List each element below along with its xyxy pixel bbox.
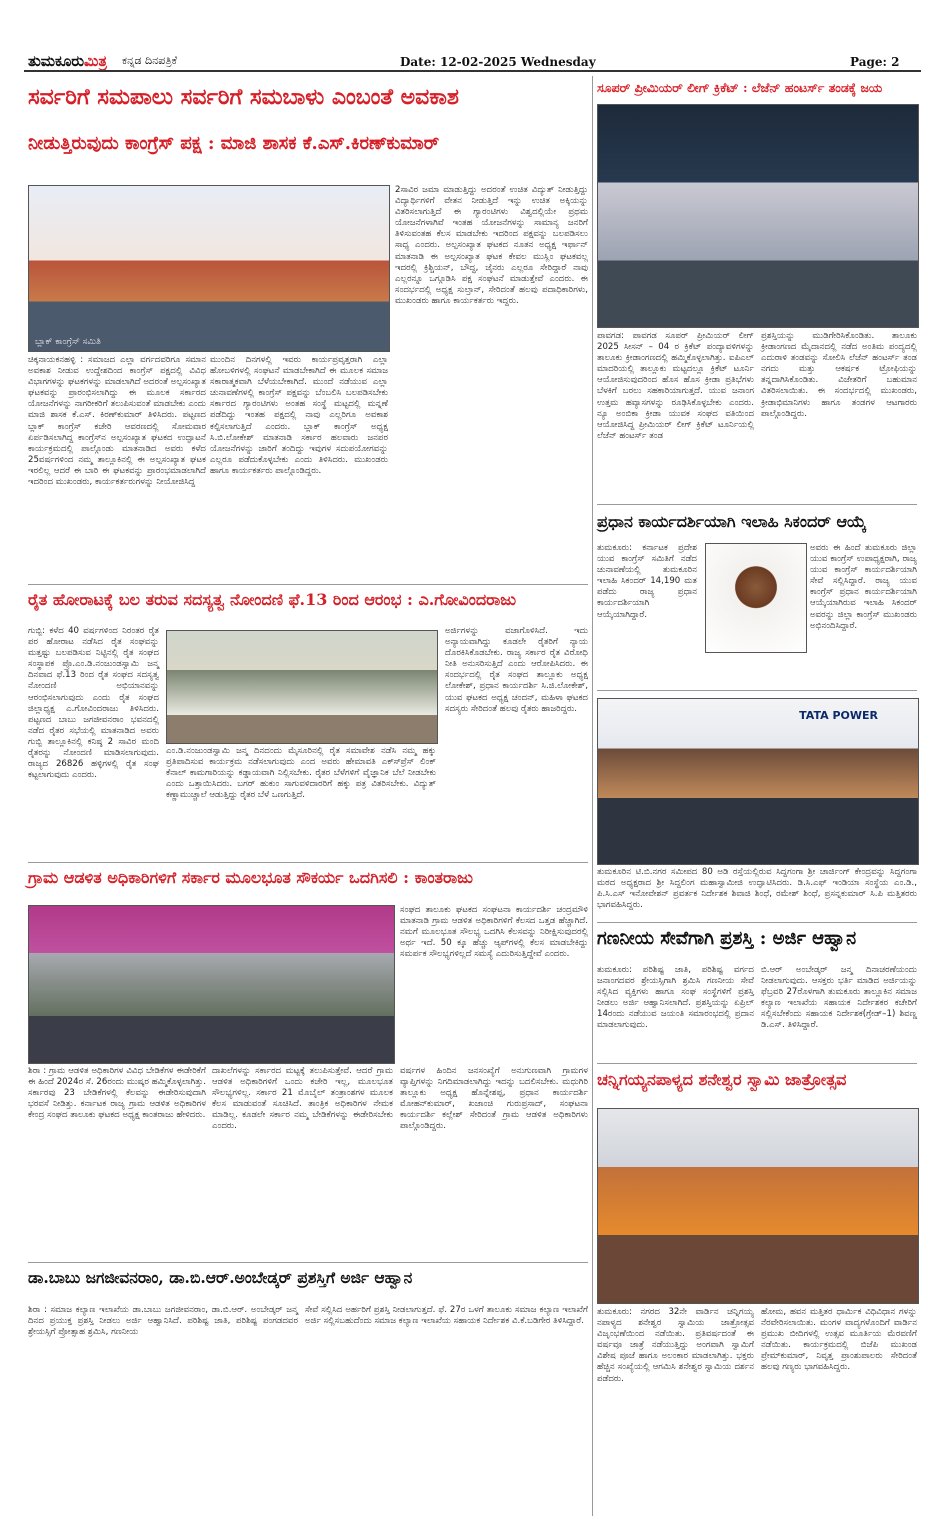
paper-name-part1: ತುಮಕೂರು	[28, 52, 85, 70]
story2-col-a: ಪಾವಗಡ: ಪಾವಗಡ ಸೂಪರ್ ಪ್ರೀಮಿಯರ್ ಲೀಗ್ 2025 ಸೀಸನ್ – 04 ರ ಕ್ರಿಕೆಟ್ ಪಂದ್ಯಾವಳಿಗಳನ್ನು ತಾಲೂಕು ಕ್ರೀಡಾಂಗಣದಲ್ಲಿ ಹಮ್ಮಿಕೊಳ್ಳಲಾಗಿತ್ತು. ಐಪಿಎಲ್ ಮಾದರಿಯಲ್ಲಿ ತಾಲ್ಲೂಕು ಮಟ್ಟದಲ್ಲೂ ಕ್ರಿಕೆಟ್ ಟೂರ್ನಿ ಆಯೋಜಿಸುವುದರಿಂದ ಹೊಸ ಹೊಸ ಕ್ರೀಡಾ ಪ್ರತಿಭೆಗಳು ಬೆಳಕಿಗೆ ಬರಲು ಸಹಕಾರಿಯಾಗುತ್ತದೆ. ಯುವ ಜನಾಂಗ ಉತ್ತಮ ಹವ್ಯಾಸಗಳನ್ನು ರೂಢಿಸಿಕೊಳ್ಳಬೇಕು ಎಂದರು. ನ್ಯೂ ಅಂಬಿಕಾ ಕ್ರೀಡಾ ಯುವಕ ಸಂಘದ ವತಿಯಿಂದ ಆಯೋಜಿಸಿದ್ದ ಪ್ರೀಮಿಯರ್ ಲೀಗ್ ಕ್ರಿಕೆಟ್ ಟೂರ್ನಿಯಲ್ಲಿ ಲೆಜೆನ್ ಹಂಟರ್ಸ್ ತಂಡ	[597, 331, 754, 441]
story3-col-b: ಅವರು ಈ ಹಿಂದೆ ತುಮಕೂರು ಜಿಲ್ಲಾ ಯುವ ಕಾಂಗ್ರೆಸ್ ಉಪಾಧ್ಯಕ್ಷರಾಗಿ, ರಾಜ್ಯ ಯುವ ಕಾಂಗ್ರೆಸ್ ಕಾರ್ಯದರ್ಶಿಯಾಗಿ ಸೇವೆ ಸಲ್ಲಿಸಿದ್ದಾರೆ. ರಾಜ್ಯ ಯುವ ಕಾಂಗ್ರೆಸ್ ಪ್ರಧಾನ ಕಾರ್ಯದರ್ಶಿಯಾಗಿ ಆಯ್ಕೆಯಾಗಿರುವ ಇಲಾಹಿ ಸಿಕಂದರ್ ಅವರನ್ನು ಜಿಲ್ಲಾ ಕಾಂಗ್ರೆಸ್ ಮುಖಂಡರು ಅಭಿನಂದಿಸಿದ್ದಾರೆ.	[810, 543, 917, 631]
divider	[28, 1262, 588, 1263]
story1-col-c: 2ಸಾವಿರ ಜಮಾ ಮಾಡುತ್ತಿದ್ದು ಅದರಂತೆ ಉಚಿತ ವಿದ್ಯುತ್ ನೀಡುತ್ತಿದ್ದು ವಿದ್ಯಾರ್ಥಿಗಳಿಗೆ ವೇತನ ನೀಡುತ್ತಿದೆ ಇನ್ನು ಉಚಿತ ಅಕ್ಕಿಯನ್ನು ವಿತರಿಸಲಾಗುತ್ತಿದೆ ಈ ಗ್ಯಾರಂಟಿಗಳು ವಿಶ್ವದಲ್ಲಿಯೇ ಪ್ರಥಮ ಯೋಜನೆಗಳಾಗಿವೆ ಇಂತಹ ಯೋಜನೆಗಳನ್ನು ಸಾಮಾನ್ಯ ಜನರಿಗೆ ತಿಳಿಸುವಂತಹ ಕೆಲಸ ಮಾಡಬೇಕು ಇದರಿಂದ ಪಕ್ಷವನ್ನು ಬಲಪಡಿಸಲು ಸಾಧ್ಯ ಎಂದರು. ಅಲ್ಪಸಂಖ್ಯಾತ ಘಟಕದ ನೂತನ ಅಧ್ಯಕ್ಷ ಇರ್ಫಾನ್ ಮಾತನಾಡಿ ಈ ಅಲ್ಪಸಂಖ್ಯಾತ ಘಟಕ ಕೇವಲ ಮುಸ್ಲಿಂ ಘಟಕವಲ್ಲ ಇದರಲ್ಲಿ ಕ್ರಿಶ್ಚಿಯನ್, ಬೌದ್ಧ, ಜೈನರು ಎಲ್ಲರೂ ಸೇರಿದ್ದಾರೆ ನಾವು ಎಲ್ಲರನ್ನೂ ಒಗ್ಗೂಡಿಸಿ ಪಕ್ಷ ಸಂಘಟನೆ ಮಾಡುತ್ತೇವೆ ಎಂದರು. ಈ ಸಂದರ್ಭದಲ್ಲಿ ಅಧ್ಯಕ್ಷ ಸುಲ್ತಾನ್, ಸೇರಿದಂತೆ ಹಲವು ಪದಾಧಿಕಾರಿಗಳು, ಮುಖಂಡರು ಹಾಗೂ ಕಾರ್ಯಕರ್ತರು ಇದ್ದರು.	[395, 185, 588, 306]
story6-col-a: ತುಮಕೂರು: ಪರಿಶಿಷ್ಟ ಜಾತಿ, ಪರಿಶಿಷ್ಟ ವರ್ಗದ ಜನಾಂಗದವರ ಶ್ರೇಯಸ್ಸಿಗಾಗಿ ಶ್ರಮಿಸಿ ಗಣನೀಯ ಸೇವೆ ಸಲ್ಲಿಸಿದ ವ್ಯಕ್ತಿಗಳು ಹಾಗೂ ಸಂಘ ಸಂಸ್ಥೆಗಳಿಗೆ ಪ್ರಶಸ್ತಿ ನೀಡಲು ಅರ್ಜಿ ಆಹ್ವಾನಿಸಲಾಗಿದೆ. ಪ್ರಶಸ್ತಿಯನ್ನು ಏಪ್ರಿಲ್ 14ರಂದು ನಡೆಯುವ ಜಯಂತಿ ಸಮಾರಂಭದಲ್ಲಿ ಪ್ರದಾನ ಮಾಡಲಾಗುವುದು.	[597, 965, 754, 1031]
story1-headline-line2: ನೀಡುತ್ತಿರುವುದು ಕಾಂಗ್ರೆಸ್ ಪಕ್ಷ : ಮಾಜಿ ಶಾಸಕ ಕೆ.ಎಸ್.ಕಿರಣ್‍ಕುಮಾರ್	[28, 133, 440, 154]
divider	[597, 690, 917, 691]
story6-col-b: ಬಿ.ಆರ್ ಅಂಬೇಡ್ಕರ್ ಜನ್ಮ ದಿನಾಚರಣೆಯಂದು ನೀಡಲಾಗುವುದು. ಆಸಕ್ತರು ಭರ್ತಿ ಮಾಡಿದ ಅರ್ಜಿಯನ್ನು ಫೆಬ್ರವರಿ 27ರೊಳಗಾಗಿ ತುಮಕೂರು ತಾಲ್ಲೂಕಿನ ಸಮಾಜ ಕಲ್ಯಾಣ ಇಲಾಖೆಯ ಸಹಾಯಕ ನಿರ್ದೇಶಕರ ಕಚೇರಿಗೆ ಸಲ್ಲಿಸಬೇಕೆಂದು ಸಹಾಯಕ ನಿರ್ದೇಶಕ(ಗ್ರೇಡ್–1) ಶಿವಣ್ಣ ಡಿ.ಎಸ್. ತಿಳಿಸಿದ್ದಾರೆ.	[761, 965, 917, 1031]
story9-col-a: ತುಮಕೂರು: ನಗರದ 32ನೇ ವಾರ್ಡಿನ ಚನ್ನಿಗಯ್ಯ ನಪಾಳ್ಯದ ಶನೇಶ್ವರ ಸ್ವಾಮಿಯ ಜಾತ್ರೋತ್ಸವ ವಿಜೃಂಭಣೆಯಿಂದ ನಡೆಯಿತು. ಪ್ರತಿವರ್ಷದಂತೆ ಈ ವರ್ಷವೂ ಜಾತ್ರೆ ನಡೆಯುತ್ತಿದ್ದು ಅಂಗವಾಗಿ ಸ್ವಾಮಿಗೆ ವಿಶೇಷ ಪೂಜೆ ಹಾಗೂ ಅಲಂಕಾರ ಮಾಡಲಾಗಿತ್ತು. ಭಕ್ತರು ಹೆಚ್ಚಿನ ಸಂಖ್ಯೆಯಲ್ಲಿ ಆಗಮಿಸಿ ಶನೇಶ್ವರ ಸ್ವಾಮಿಯ ದರ್ಶನ ಪಡೆದರು.	[597, 1307, 754, 1384]
divider	[597, 504, 917, 505]
story4-col-a: ಗುಬ್ಬಿ: ಕಳೆದ 40 ವರ್ಷಗಳಿಂದ ನಿರಂತರ ರೈತ ಪರ ಹೋರಾಟ ನಡೆಸಿದ ರೈತ ಸಂಘವನ್ನು ಮತ್ತಷ್ಟು ಬಲಪಡಿಸುವ ನಿಟ್ಟಿನಲ್ಲಿ ರೈತ ಸಂಘದ ಸಂಸ್ಥಾಪಕ ಪ್ರೊ.ಎಂ.ಡಿ.ನಂಜುಂಡಸ್ವಾಮಿ ಜನ್ಮ ದಿನವಾದ ಫೆ.13 ರಿಂದ ರೈತ ಸಂಘದ ಸದಸ್ಯತ್ವ ನೋಂದಣಿ ಅಭಿಯಾನವನ್ನು ಆರಂಭಿಸಲಾಗುವುದು ಎಂದು ರೈತ ಸಂಘದ ಜಿಲ್ಲಾಧ್ಯಕ್ಷ ಎ.ಗೋವಿಂದರಾಜು ತಿಳಿಸಿದರು. ಪಟ್ಟಣದ ಬಾಬು ಜಗಜೀವನರಾಂ ಭವನದಲ್ಲಿ ನಡೆದ ರೈತರ ಸಭೆಯಲ್ಲಿ ಮಾತನಾಡಿದ ಅವರು ಗುಬ್ಬಿ ತಾಲ್ಲೂಕಿನಲ್ಲಿ ಕನಿಷ್ಠ 2 ಸಾವಿರ ಮಂದಿ ರೈತರನ್ನು ನೋಂದಣಿ ಮಾಡಿಸಲಾಗುವುದು. ರಾಜ್ಯದ 26826 ಹಳ್ಳಿಗಳಲ್ಲಿ ರೈತ ಸಂಘ ಕಟ್ಟಲಾಗುವುದು ಎಂದರು.	[28, 626, 159, 781]
story4-col-b: ಎಂ.ಡಿ.ನಂಜುಂಡಸ್ವಾಮಿ ಜನ್ಮ ದಿನದಂದು ಮೈಸೂರಿನಲ್ಲಿ ರೈತ ಸಮಾವೇಶ ನಡೆಸಿ ನಮ್ಮ ಹಕ್ಕು ಪ್ರತಿಪಾದಿಸುವ ಕಾರ್ಯಕ್ರಮ ನಡೆಸಲಾಗುವುದು ಎಂದ ಅವರು ಹೇಮಾವತಿ ಎಕ್ಸ್‍ಪ್ರೆಸ್ ಲಿಂಕ್ ಕೆನಾಲ್ ಕಾಮಗಾರಿಯನ್ನು ಕಡ್ಡಾಯವಾಗಿ ನಿಲ್ಲಿಸಬೇಕು. ರೈತರ ಬೆಳೆಗಳಿಗೆ ವೈಜ್ಞಾನಿಕ ಬೆಲೆ ನೀಡಬೇಕು ಎಂದು ಒತ್ತಾಯಿಸಿದರು. ಬಗರ್ ಹುಕುಂ ಸಾಗುವಳಿದಾರರಿಗೆ ಹಕ್ಕು ಪತ್ರ ವಿತರಿಸಬೇಕು. ವಿದ್ಯುತ್ ಕಣ್ಣಾಮುಚ್ಚಾಲೆ ಆಡುತ್ತಿದ್ದು ರೈತರ ಬೆಳೆ ಒಣಗುತ್ತಿದೆ.	[166, 746, 436, 801]
story5-caption: ತುಮಕೂರಿನ ಟಿ.ಬಿ.ನಗರ ಸಮೀಪದ 80 ಅಡಿ ರಸ್ತೆಯಲ್ಲಿರುವ ಸಿದ್ದಗಂಗಾ ಶ್ರೀ ಚಾರ್ಜಿಂಗ್ ಕೇಂದ್ರವನ್ನು ಸಿದ್ದಗಂಗಾ ಮಠದ ಅಧ್ಯಕ್ಷರಾದ ಶ್ರೀ ಸಿದ್ದಲಿಂಗ ಮಹಾಸ್ವಾಮೀಜಿ ಉದ್ಘಾಟಿಸಿದರು. ಡಿ.ಸಿ.ಎಫ್ ಇಂಡಿಯಾ ಸಂಸ್ಥೆಯ ಎಂ.ಡಿ., ಪಿ.ಸಿ.ಎಸ್ ಇನೋವೇಶನ್ ಪ್ರವರ್ತಕ ನಿರ್ದೇಶಕ ಶಿವಾಜಿ ಶಿಂಧೆ, ರಮೇಶ್ ಶಿಂಧೆ, ಪ್ರಸನ್ನಕುಮಾರ್ ಸಿ.ಪಿ ಮತ್ತಿತರರು ಭಾಗವಹಿಸಿದ್ದರು.	[597, 867, 917, 911]
story8-col-b: ಸೇವೆ ಸಲ್ಲಿಸಿದ ಅರ್ಹರಿಗೆ ಪ್ರಶಸ್ತಿ ನೀಡಲಾಗುತ್ತದೆ. ಫೆ. 27ರ ಒಳಗೆ ತಾಲೂಕು ಸಮಾಜ ಕಲ್ಯಾಣ ಇಲಾಖೆಗೆ ಅರ್ಜಿ ಸಲ್ಲಿಸಬಹುದೆಂದು ಸಮಾಜ ಕಲ್ಯಾಣ ಇಲಾಖೆಯ ಸಹಾಯಕ ನಿರ್ದೇಶಕ ವಿ.ಕೆ.ಬಡಿಗೇರ ತಿಳಿಸಿದ್ದಾರೆ.	[305, 1305, 588, 1327]
story7-col-c: ವರ್ಷಗಳ ಹಿಂದಿನ ಜನಸಂಖ್ಯೆಗೆ ಅನುಗುಣವಾಗಿ ಗ್ರಾಮಗಳ ವ್ಯಾಪ್ತಿಗಳನ್ನು ನಿಗದಿಮಾಡಲಾಗಿದ್ದು ಇದನ್ನು ಬದಲಿಸಬೇಕು. ಮಧುಗಿರಿ ತಾಲ್ಲೂಕು ಅಧ್ಯಕ್ಷ ಹೊನ್ನೇಶಪ್ಪ, ಪ್ರಧಾನ ಕಾರ್ಯದರ್ಶಿ ಮೋಹನ್‍ಕುಮಾರ್, ಖಜಾಂಚಿ ಗುರುಪ್ರಸಾದ್, ಸಂಘಟನಾ ಕಾರ್ಯದರ್ಶಿ ಕಲ್ಲೇಶ್ ಸೇರಿದಂತೆ ಗ್ರಾಮ ಆಡಳಿತ ಅಧಿಕಾರಿಗಳು ಪಾಲ್ಗೊಂಡಿದ್ದರು.	[400, 1066, 588, 1132]
story8-col-a: ಶಿರಾ : ಸಮಾಜ ಕಲ್ಯಾಣ ಇಲಾಖೆಯ ಡಾ.ಬಾಬು ಜಗಜೀವನರಾಂ, ಡಾ.ಬಿ.ಆರ್. ಅಂಬೇಡ್ಕರ್ ಜನ್ಮ ದಿನದ ಪ್ರಯುಕ್ತ ಪ್ರಶಸ್ತಿ ನೀಡಲು ಅರ್ಜಿ ಆಹ್ವಾನಿಸಿದೆ. ಪರಿಶಿಷ್ಟ ಜಾತಿ, ಪರಿಶಿಷ್ಟ ಪಂಗಡದವರ ಶ್ರೇಯಸ್ಸಿಗೆ ಪ್ರೋತ್ಸಾಹ ಶ್ರಮಿಸಿ, ಗಣನೀಯ	[28, 1305, 298, 1338]
divider	[28, 584, 588, 585]
story3-headline: ಪ್ರಧಾನ ಕಾರ್ಯದರ್ಶಿಯಾಗಿ ಇಲಾಹಿ ಸಿಕಂದರ್ ಆಯ್ಕೆ	[597, 512, 867, 531]
dateline: Date: 12-02-2025 Wednesday	[400, 55, 596, 69]
story4-headline: ರೈತ ಹೋರಾಟಕ್ಕೆ ಬಲ ತರುವ ಸದಸ್ಯತ್ವ ನೋಂದಣಿ ಫೆ.13 ರಿಂದ ಆರಂಭ : ಎ.ಗೋವಿಂದರಾಜು	[28, 590, 517, 609]
story7-headline: ಗ್ರಾಮ ಆಡಳಿತ ಅಧಿಕಾರಿಗಳಿಗೆ ಸರ್ಕಾರ ಮೂಲಭೂತ ಸೌಕರ್ಯ ಒದಗಿಸಲಿ : ಕಾಂತರಾಜು	[28, 868, 473, 887]
story3-col-a: ತುಮಕೂರು: ಕರ್ನಾಟಕ ಪ್ರದೇಶ ಯುವ ಕಾಂಗ್ರೆಸ್ ಸಮಿತಿಗೆ ನಡೆದ ಚುನಾವಣೆಯಲ್ಲಿ ತುಮಕೂರಿನ ಇಲಾಹಿ ಸಿಕಂದರ್ 14,190 ಮತ ಪಡೆದು ರಾಜ್ಯ ಪ್ರಧಾನ ಕಾರ್ಯದರ್ಶಿಯಾಗಿ ಆಯ್ಕೆಯಾಗಿದ್ದಾರೆ.	[597, 543, 697, 620]
story4-col-c: ಅರ್ಜಿಗಳನ್ನು ವಜಾಗೊಳಿಸಿದೆ. ಇದು ಅನ್ಯಾಯವಾಗಿದ್ದು ಕೂಡಲೇ ರೈತರಿಗೆ ನ್ಯಾಯ ದೊರಕಿಸಿಕೊಡಬೇಕು. ರಾಜ್ಯ ಸರ್ಕಾರ ರೈತ ವಿರೋಧಿ ನೀತಿ ಅನುಸರಿಸುತ್ತಿದೆ ಎಂದು ಆರೋಪಿಸಿದರು. ಈ ಸಂದರ್ಭದಲ್ಲಿ ರೈತ ಸಂಘದ ತಾಲ್ಲೂಕು ಅಧ್ಯಕ್ಷ ಲೋಕೇಶ್, ಪ್ರಧಾನ ಕಾರ್ಯದರ್ಶಿ ಸಿ.ಜಿ.ಲೋಕೇಶ್, ಯುವ ಘಟಕದ ಅಧ್ಯಕ್ಷ ಚಂದನ್, ಮಹಿಳಾ ಘಟಕದ ಸದಸ್ಯರು ಸೇರಿದಂತೆ ಹಲವು ರೈತರು ಹಾಜರಿದ್ದರು.	[445, 626, 588, 714]
story3-portrait-photo	[705, 543, 807, 653]
story1-col-b: ಮುಂದಿನ ದಿನಗಳಲ್ಲಿ ಇವರು ಕಾರ್ಯಪ್ರವೃತ್ತರಾಗಿ ಎಲ್ಲಾ ಹೋಬಳಿಗಳಲ್ಲಿ ಸಂಘಟನೆ ಮಾಡಬೇಕಾಗಿದೆ ಈ ಮೂಲಕ ಸಮಾಜ ಸಕಾರಾತ್ಮಕವಾಗಿ ಬೆಳೆಯಬೇಕಾಗಿದೆ. ಮುಂದೆ ನಡೆಯುವ ಎಲ್ಲಾ ಚುನಾವಣೆಗಳಲ್ಲಿ ಕಾಂಗ್ರೆಸ್ ಪಕ್ಷವನ್ನು ಬೆಂಬಲಿಸಿ ಬಲಪಡಿಸಬೇಕು ಸರ್ಕಾರದ ಗ್ಯಾರಂಟಿಗಳು ಅಂತಹ ಸಂಸ್ಥೆ ಮಟ್ಟದಲ್ಲಿ ಮನ್ನಣೆ ಪಡೆದಿದ್ದು ಇಂತಹ ಪಕ್ಷದಲ್ಲಿ ನಾವು ಎಲ್ಲರಿಗೂ ಅವಕಾಶ ಕಲ್ಪಿಸಲಾಗುತ್ತಿದೆ ಎಂದರು. ಬ್ಲಾಕ್ ಕಾಂಗ್ರೆಸ್ ಅಧ್ಯಕ್ಷ ಸಿ.ಬಿ.ಲೋಕೇಶ್ ಮಾತನಾಡಿ ಸರ್ಕಾರ ಹಲವಾರು ಜನಪರ ಯೋಜನೆಗಳನ್ನು ಜಾರಿಗೆ ತಂದಿದ್ದು ಇವುಗಳ ಸದುಪಯೋಗವನ್ನು ಎಲ್ಲರೂ ಪಡೆದುಕೊಳ್ಳಬೇಕು ಎಂದು ತಿಳಿಸಿದರು. ಮುಖಂಡರು ಹಾಗೂ ಕಾರ್ಯಕರ್ತರು ಪಾಲ್ಗೊಂಡಿದ್ದರು.	[210, 355, 388, 476]
story9-col-b: ಹೋಮ, ಹವನ ಮತ್ತಿತರ ಧಾರ್ಮಿಕ ವಿಧಿವಿಧಾನ ಗಳನ್ನು ನೆರವೇರಿಸಲಾಯಿತು. ಮಂಗಳ ವಾದ್ಯಗಳೊಂದಿಗೆ ವಾರ್ಡಿನ ಪ್ರಮುಖ ಬೀದಿಗಳಲ್ಲಿ ಉತ್ಸವ ಮೂರ್ತಿಯ ಮೆರವಣಿಗೆ ನಡೆಯಿತು. ಕಾರ್ಯಕ್ರಮದಲ್ಲಿ ಬಿಜೆಪಿ ಮುಖಂಡ ಪ್ರೇಮ್‍ಕುಮಾರ್, ನಿವೃತ್ತ ಪ್ರಾಂಶುಪಾಲರು ಸೇರಿದಂತೆ ಹಲವು ಗಣ್ಯರು ಭಾಗವಹಿಸಿದ್ದರು.	[761, 1307, 917, 1373]
divider	[597, 1063, 917, 1064]
story7-col-a: ಶಿರಾ : ಗ್ರಾಮ ಆಡಳಿತ ಅಧಿಕಾರಿಗಳ ವಿವಿಧ ಬೇಡಿಕೆಗಳ ಈಡೇರಿಕೆಗೆ ಈ ಹಿಂದೆ 2024ರ ಸೆ. 26ರಂದು ಮುಷ್ಕರ ಹಮ್ಮಿಕೊಳ್ಳಲಾಗಿತ್ತು. ಸರ್ಕಾರವು 23 ಬೇಡಿಕೆಗಳಲ್ಲಿ ಕೆಲವನ್ನು ಈಡೇರಿಸುವುದಾಗಿ ಭರವಸೆ ನೀಡಿತ್ತು. ಕರ್ನಾಟಕ ರಾಜ್ಯ ಗ್ರಾಮ ಆಡಳಿತ ಅಧಿಕಾರಿಗಳ ಕೇಂದ್ರ ಸಂಘದ ತಾಲೂಕು ಘಟಕದ ಅಧ್ಯಕ್ಷ ಕಾಂತರಾಜು ಹೇಳಿದರು.	[28, 1066, 206, 1121]
story7-right-text: ಸಂಘದ ತಾಲೂಕು ಘಟಕದ ಸಂಘಟನಾ ಕಾರ್ಯದರ್ಶಿ ಚಂದ್ರಮೌಳಿ ಮಾತನಾಡಿ ಗ್ರಾಮ ಆಡಳಿತ ಅಧಿಕಾರಿಗಳಿಗೆ ಕೆಲಸದ ಒತ್ತಡ ಹೆಚ್ಚಾಗಿದೆ. ನಮಗೆ ಮೂಲಭೂತ ಸೌಲಭ್ಯ ಒದಗಿಸಿ ಕೆಲಸವನ್ನು ನಿರೀಕ್ಷಿಸುವುದರಲ್ಲಿ ಅರ್ಥ ಇದೆ. 50 ಕ್ಕೂ ಹೆಚ್ಚು ಆ್ಯಪ್‍ಗಳಲ್ಲಿ ಕೆಲಸ ಮಾಡಬೇಕಿದ್ದು ಸಮರ್ಪಕ ಸೌಲಭ್ಯಗಳಿಲ್ಲದೆ ಸಮಸ್ಯೆ ಎದುರಿಸುತ್ತಿದ್ದೇವೆ ಎಂದರು.	[400, 905, 588, 960]
column-divider	[592, 76, 593, 1516]
story2-photo	[597, 104, 919, 328]
masthead-rule	[24, 70, 921, 72]
story5-photo	[597, 698, 919, 865]
story4-photo	[166, 630, 438, 744]
story9-headline: ಚನ್ನಿಗಯ್ಯನಪಾಳ್ಯದ ಶನೇಶ್ವರ ಸ್ವಾಮಿ ಜಾತ್ರೋತ್ಸವ	[597, 1070, 847, 1089]
page-number: Page: 2	[850, 55, 900, 69]
paper-name	[28, 52, 107, 70]
story2-headline: ಸೂಪರ್ ಪ್ರೀಮಿಯರ್ ಲೀಗ್ ಕ್ರಿಕೆಟ್ : ಲೆಜೆನ್ ಹಂಟರ್ಸ್ ತಂಡಕ್ಕೆ ಜಯ	[597, 80, 883, 95]
story1-col-a: ಚಿಕ್ಕನಾಯಕನಹಳ್ಳಿ : ಸಮಾಜದ ಎಲ್ಲಾ ವರ್ಗದವರಿಗೂ ಸಮಾನ ಅವಕಾಶ ನೀಡುವ ಉದ್ದೇಶದಿಂದ ಕಾಂಗ್ರೆಸ್ ಪಕ್ಷದಲ್ಲಿ ವಿವಿಧ ವಿಭಾಗಗಳನ್ನು ಘಟಕಗಳನ್ನು ಮಾಡಲಾಗಿದೆ ಅದರಂತೆ ಅಲ್ಪಸಂಖ್ಯಾತ ಘಟಕವನ್ನು ಪ್ರಾರಂಭಿಸಲಾಗಿದ್ದು ಈ ಮೂಲಕ ಸರ್ಕಾರದ ಯೋಜನೆಗಳನ್ನು ನಾಗರೀಕರಿಗೆ ತಲುಪಿಸುವಂತೆ ಮಾಡಬೇಕು ಎಂದು ಮಾಜಿ ಶಾಸಕ ಕೆ.ಎಸ್. ಕಿರಣ್‍ಕುಮಾರ್ ತಿಳಿಸಿದರು. ಪಟ್ಟಣದ ಬ್ಲಾಕ್ ಕಾಂಗ್ರೆಸ್ ಕಚೇರಿ ಆವರಣದಲ್ಲಿ ಸೋಮವಾರ ಏರ್ಪಡಿಸಲಾಗಿದ್ದ ಕಾಂಗ್ರೆಸ್‍ನ ಅಲ್ಪಸಂಖ್ಯಾತ ಘಟಕದ ಉದ್ಘಾಟನೆ ಕಾರ್ಯಕ್ರಮದಲ್ಲಿ ಪಾಲ್ಗೊಂಡು ಮಾತನಾಡಿದ ಅವರು ಕಳೆದ 25ವರ್ಷಗಳಿಂದ ನಮ್ಮ ತಾಲ್ಲೂಕಿನಲ್ಲಿ ಈ ಅಲ್ಪಸಂಖ್ಯಾತ ಘಟಕ ಇರಲಿಲ್ಲ ಆದರೆ ಈ ಬಾರಿ ಈ ಘಟಕವನ್ನು ಪ್ರಾರಂಭಮಾಡಲಾಗಿದೆ ಇದರಿಂದ ಮುಖಂಡರು, ಕಾರ್ಯಕರ್ತರುಗಳನ್ನು ನೀಯೋಜಿಸಿದ್ದ	[28, 355, 206, 488]
paper-name-part2: ಮಿತ್ರ	[84, 52, 107, 70]
divider	[597, 922, 917, 923]
story1-headline-line1: ಸರ್ವರಿಗೆ ಸಮಪಾಲು ಸರ್ವರಿಗೆ ಸಮಬಾಳು ಎಂಬಂತೆ ಅವಕಾಶ	[28, 84, 459, 110]
story1-photo-banner: ಬ್ಲಾಕ್ ಕಾಂಗ್ರೆಸ್ ಸಮಿತಿ	[35, 337, 101, 347]
story1-photo	[28, 185, 390, 352]
story7-col-b: ದಾಖಲೆಗಳನ್ನು ಸರ್ಕಾರದ ಮಟ್ಟಕ್ಕೆ ತಲುಪಿಸುತ್ತೇವೆ. ಆದರೆ ಗ್ರಾಮ ಆಡಳಿತ ಅಧಿಕಾರಿಗಳಿಗೆ ಒಂದು ಕಚೇರಿ ಇಲ್ಲ, ಮೂಲಭೂತ ಸೌಲಭ್ಯಗಳಿಲ್ಲ. ಸರ್ಕಾರ 21 ಮೊಬೈಲ್ ತಂತ್ರಾಂಶಗಳ ಮೂಲಕ ಕೆಲಸ ಮಾಡುವಂತೆ ಸೂಚಿಸಿದೆ. ತಾಂತ್ರಿಕ ಅಧಿಕಾರಿಗಳ ನೇಮಕ ಮಾಡಿಲ್ಲ. ಕೂಡಲೇ ಸರ್ಕಾರ ನಮ್ಮ ಬೇಡಿಕೆಗಳನ್ನು ಈಡೇರಿಸಬೇಕು ಎಂದರು.	[212, 1066, 393, 1132]
story9-photo	[597, 1108, 919, 1304]
story2-col-b: ಪ್ರಶಸ್ತಿಯನ್ನು ಮುಡಿಗೇರಿಸಿಕೊಂಡಿತು. ತಾಲೂಕು ಕ್ರೀಡಾಂಗಣದ ಮೈದಾನದಲ್ಲಿ ನಡೆದ ಅಂತಿಮ ಪಂದ್ಯದಲ್ಲಿ ಎದುರಾಳಿ ತಂಡವನ್ನು ಸೋಲಿಸಿ ಲೆಜೆನ್ ಹಂಟರ್ಸ್ ತಂಡ ನಗದು ಮತ್ತು ಆಕರ್ಷಕ ಟ್ರೋಫಿಯನ್ನು ತನ್ನದಾಗಿಸಿಕೊಂಡಿತು. ವಿಜೇತರಿಗೆ ಬಹುಮಾನ ವಿತರಿಸಲಾಯಿತು. ಈ ಸಂದರ್ಭದಲ್ಲಿ ಮುಖಂಡರು, ಕ್ರೀಡಾಭಿಮಾನಿಗಳು ಹಾಗೂ ತಂಡಗಳ ಆಟಗಾರರು ಪಾಲ್ಗೊಂಡಿದ್ದರು.	[761, 331, 917, 419]
paper-subtitle: ಕನ್ನಡ ದಿನಪತ್ರಿಕೆ	[122, 54, 178, 67]
story6-headline: ಗಣನೀಯ ಸೇವೆಗಾಗಿ ಪ್ರಶಸ್ತಿ : ಅರ್ಜಿ ಆಹ್ವಾನ	[597, 928, 857, 949]
story7-photo	[28, 905, 395, 1064]
divider	[28, 862, 588, 863]
story5-photo-sign: TATA POWER	[799, 709, 878, 722]
story8-headline: ಡಾ.ಬಾಬು ಜಗಜೀವನರಾಂ, ಡಾ.ಬಿ.ಆರ್.ಅಂಬೇಡ್ಕರ್ ಪ್ರಶಸ್ತಿಗೆ ಅರ್ಜಿ ಆಹ್ವಾನ	[28, 1268, 413, 1287]
